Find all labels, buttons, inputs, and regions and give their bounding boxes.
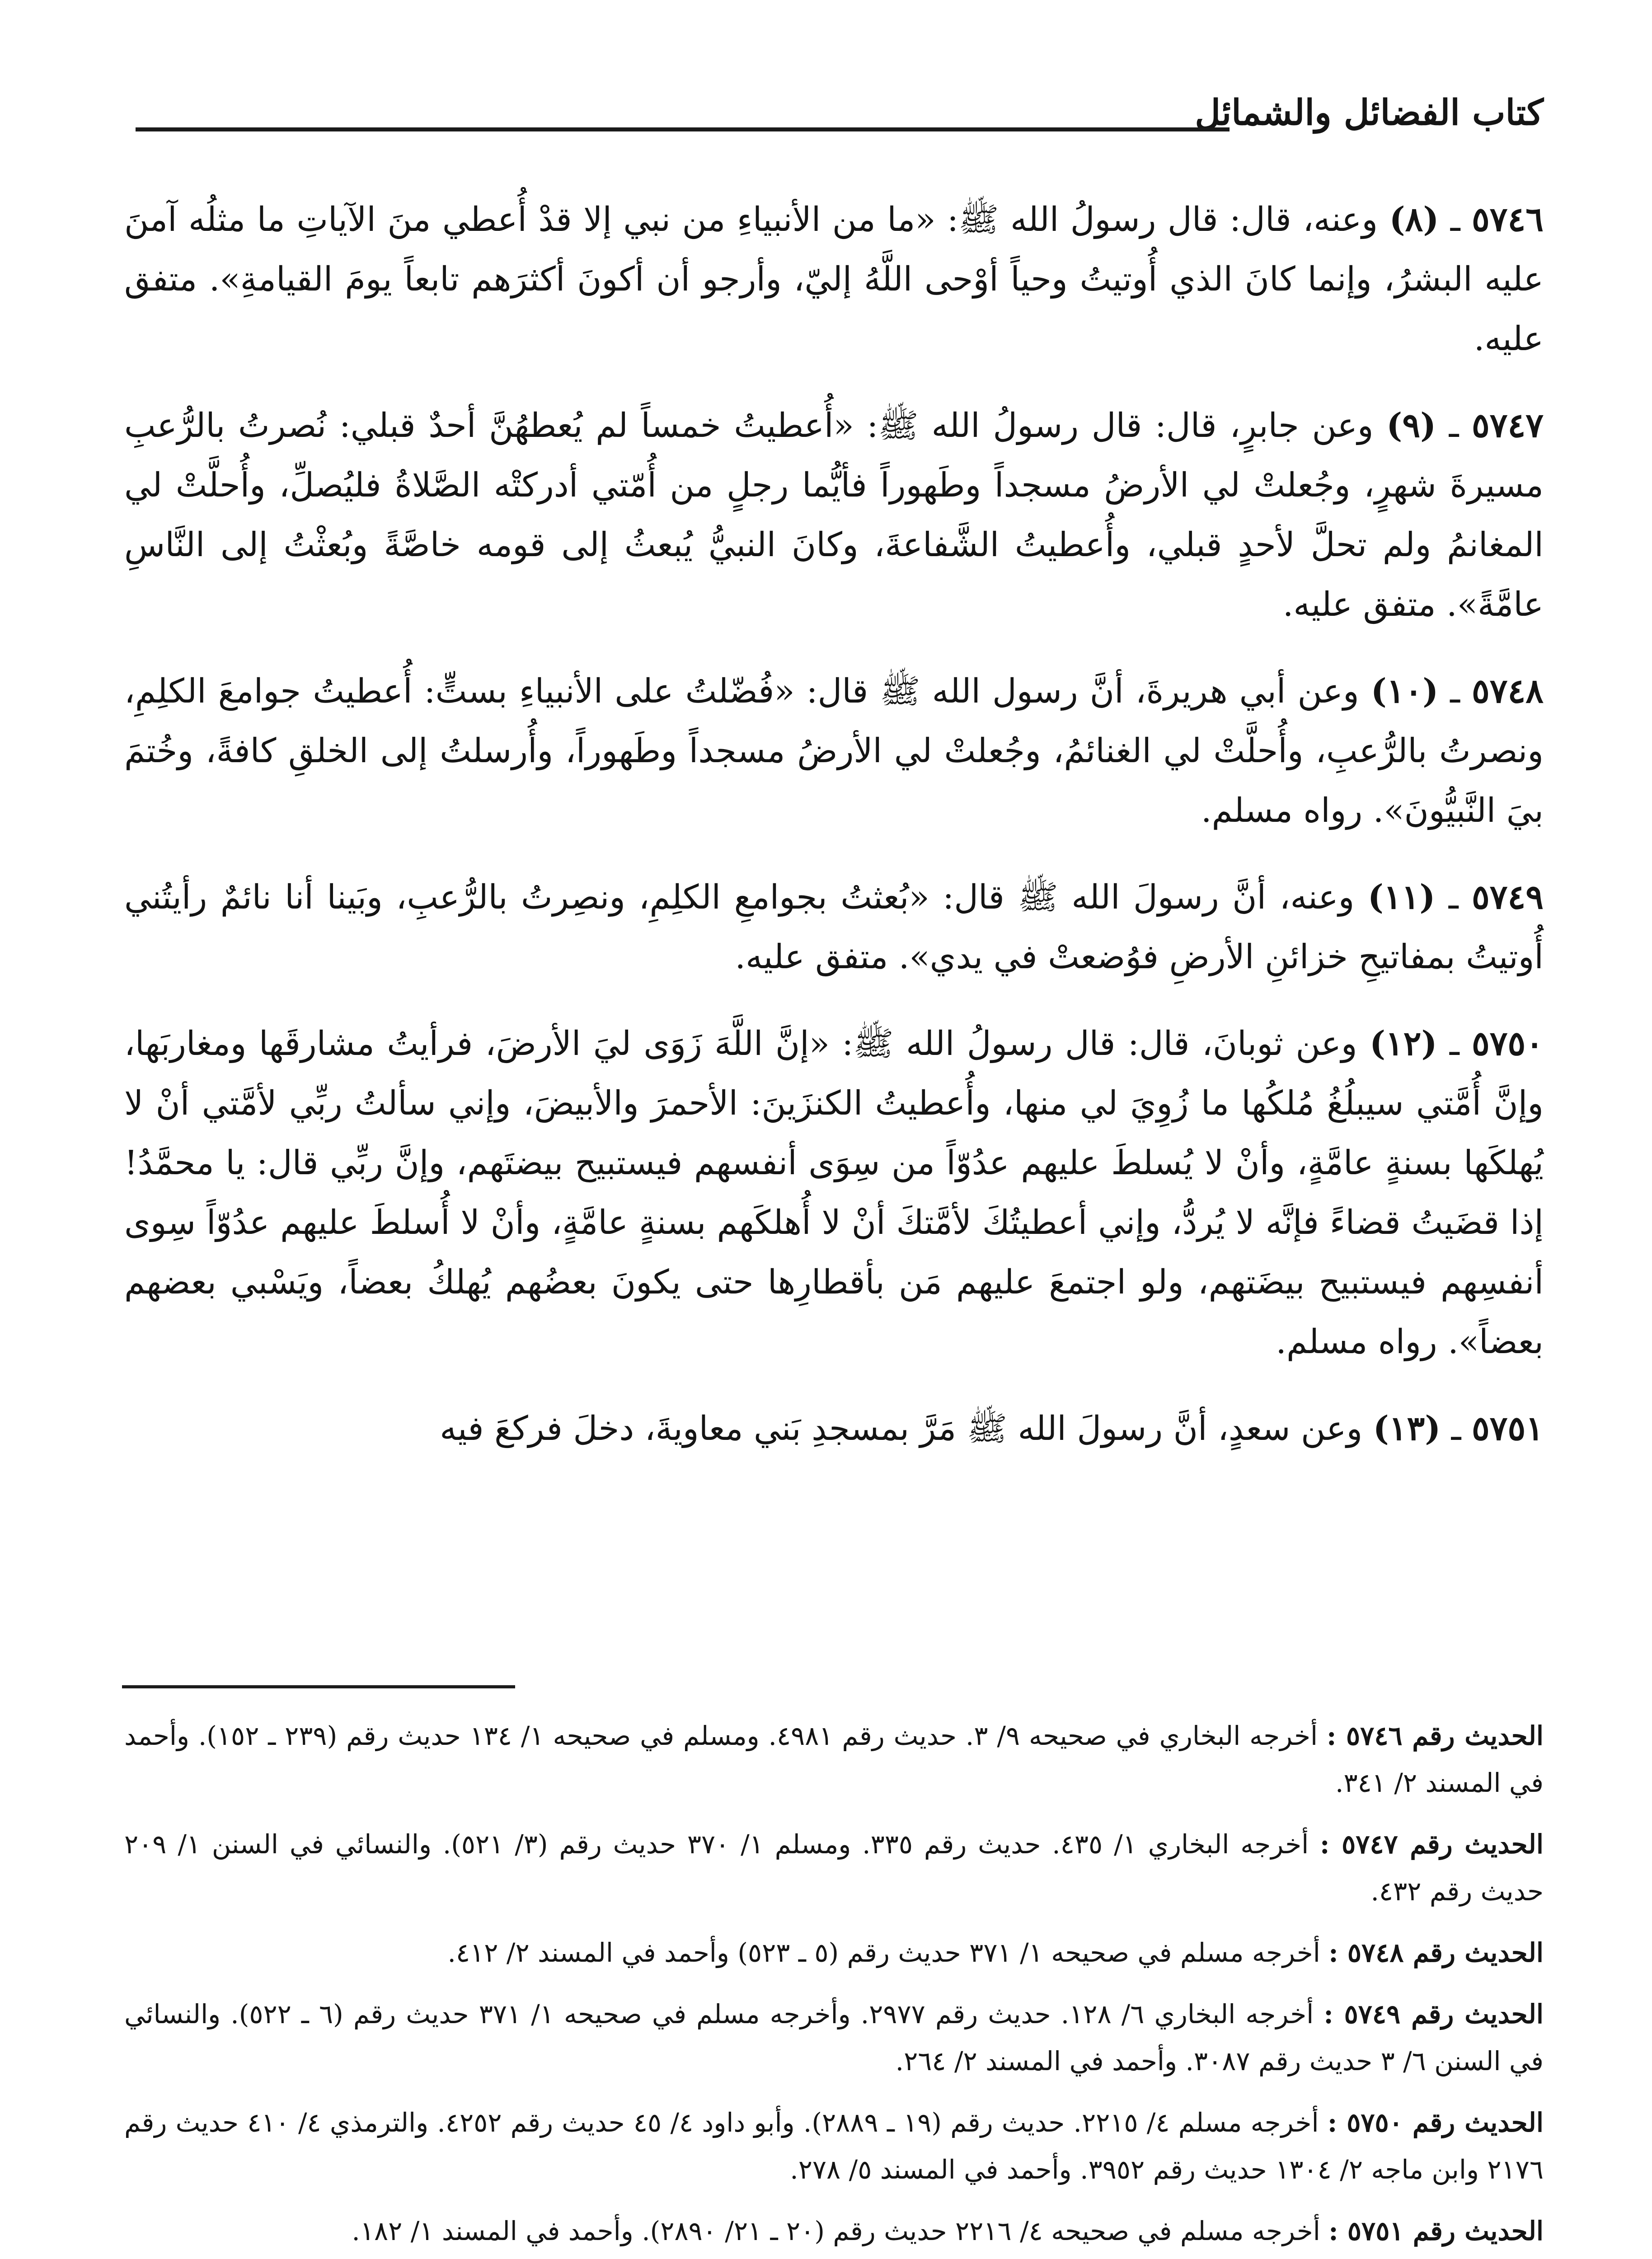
hadith-number: ٥٧٤٦ [1472,200,1544,239]
hadith-list [124,190,1544,1486]
footnote [124,2099,1544,2193]
hadith-number: ٥٧٤٧ [1472,406,1544,445]
hadith-text: وعن أبي هريرةَ، أنَّ رسول الله ﷺ قال: «فُضّلتُ على الأنبياءِ بستٍّ: أُعطيتُ جوامعَ الكلِمِ، ونصرتُ بالرُّعبِ، وأُحلَّتْ لي الغنائمُ، وجُعلتْ لي الأرضُ مسجداً وطَهوراً، وأُرسلتُ إلى الخلقِ كافةً، وخُتمَ بيَ النَّبيُّونَ». رواه مسلم. [124,672,1544,830]
hadith-sequence: (١١) [1367,878,1436,917]
footnote-text: أخرجه مسلم في صحيحه ١/ ٣٧١ حديث رقم (٥ ـ ٥٢٣) وأحمد في المسند ٢/ ٤١٢. [447,1937,1320,1968]
hadith-text: وعنه، أنَّ رسولَ الله ﷺ قال: «بُعثتُ بجوامعِ الكلِمِ، ونصِرتُ بالرُّعبِ، وبَينا أنا نائمٌ رأيتُني أُوتيتُ بمفاتيحِ خزائنِ الأرضِ فوُضعتْ في يدي». متفق عليه. [124,878,1544,976]
header-rule [136,127,1230,131]
footnote-text: أخرجه مسلم ٤/ ٢٢١٥. حديث رقم (١٩ ـ ٢٨٨٩). وأبو داود ٤/ ٤٥ حديث رقم ٤٢٥٢. والترمذي ٤/ ٤١٠ حديث رقم ٢١٧٦ وابن ماجه ٢/ ١٣٠٤ حديث رقم ٣٩٥٢. وأحمد في المسند ٥/ ٢٧٨. [124,2107,1544,2185]
footnote-text: أخرجه مسلم في صحيحه ٤/ ٢٢١٦ حديث رقم (٢٠ ـ ٢١/ ٢٨٩٠). وأحمد في المسند ١/ ١٨٢. [352,2216,1320,2246]
footnote [124,1821,1544,1915]
hadith-text: وعن ثوبانَ، قال: قال رسولُ الله ﷺ: «إنَّ اللَّهَ زَوَى ليَ الأرضَ، فرأيتُ مشارقَها ومغاربَها، وإنَّ أُمَّتي سيبلُغُ مُلكُها ما زُوِيَ لي منها، وأُعطيتُ الكنزَينَ: الأحمرَ والأبيضَ، وإني سألتُ ربِّي لأمَّتي أنْ لا يُهلكَها بسنةٍ عامَّةٍ، وأنْ لا يُسلطَ عليهم عدُوّاً من سِوَى أنفسهم فيستبيح بيضتَهم، وإنَّ ربِّي قال: يا محمَّدُ! إذا قضَيتُ قضاءً فإنَّه لا يُردُّ، وإني أعطيتُكَ لأمَّتكَ أنْ لا أُهلكَهم بسنةٍ عامَّةٍ، وأنْ لا أُسلطَ عليهم عدُوّاً سِوى أنفسِهم فيستبيح بيضَتهم، ولو اجتمعَ عليهم مَن بأقطارِها حتى يكونَ بعضُهم يُهلكُ بعضاً، ويَسْبي بعضهم بعضاً». رواه مسلم. [124,1024,1544,1361]
footnote-text: أخرجه البخاري ٦/ ١٢٨. حديث رقم ٢٩٧٧. وأخرجه مسلم في صحيحه ١/ ٣٧١ حديث رقم (٦ ـ ٥٢٢). والنسائي في السنن ٦/ ٣ حديث رقم ٣٠٨٧. وأحمد في المسند ٢/ ٢٦٤. [124,1999,1544,2076]
hadith-5749 [124,867,1544,987]
hadith-sequence: (١٠) [1370,672,1439,711]
hadith-text: وعنه، قال: قال رسولُ الله ﷺ: «ما من الأنبياءِ من نبي إلا قدْ أُعطي منَ الآياتِ ما مثلُه آمنَ عليه البشرُ، وإنما كانَ الذي أُوتيتُ وحياً أوْحى اللَّهُ إليّ، وأرجو أن أكونَ أكثرَهم تابعاً يومَ القيامةِ». متفق عليه. [124,200,1544,358]
footnotes [124,1712,1544,2259]
hadith-sequence: (١٢) [1370,1024,1437,1063]
footnote-label: الحديث رقم ٥٧٤٦ : [1326,1720,1544,1751]
hadith-sequence: (٩) [1386,406,1436,445]
number-dash: ـ [1449,1024,1460,1063]
hadith-sequence: (٨) [1389,200,1439,239]
footnote-label: الحديث رقم ٥٧٤٧ : [1320,1829,1544,1860]
running-head-book-title: كتاب الفضائل والشمائل [1195,92,1544,133]
footnote-text: أخرجه البخاري ١/ ٤٣٥. حديث رقم ٣٣٥. ومسلم ١/ ٣٧٠ حديث رقم (٣/ ٥٢١). والنسائي في السنن ١/ ٢٠٩ حديث رقم ٤٣٢. [124,1829,1544,1907]
number-dash: ـ [1449,406,1459,445]
hadith-text: وعن جابرٍ، قال: قال رسولُ الله ﷺ: «أُعطيتُ خمساً لم يُعطهُنَّ أحدٌ قبلي: نُصرتُ بالرُّعبِ مسيرةَ شهرٍ، وجُعلتْ لي الأرضُ مسجداً وطَهوراً فأيُّما رجلٍ من أُمّتي أدركتْه الصَّلاةُ فليُصلِّ، وأُحلَّتْ لي المغانمُ ولم تحلَّ لأحدٍ قبلي، وأُعطيتُ الشَّفاعةَ، وكانَ النبيُّ يُبعثُ إلى قومه خاصَّةً وبُعثْتُ إلى النَّاسِ عامَّةً». متفق عليه. [124,406,1544,624]
hadith-sequence: (١٣) [1373,1409,1441,1448]
hadith-number: ٥٧٥١ [1472,1409,1544,1448]
hadith-5746 [124,190,1544,369]
number-dash: ـ [1450,200,1460,239]
footnotes-rule [122,1685,515,1688]
footnote-label: الحديث رقم ٥٧٤٨ : [1328,1937,1544,1968]
number-dash: ـ [1450,672,1460,711]
footnote-label: الحديث رقم ٥٧٥٠ : [1327,2107,1544,2138]
footnote [124,2207,1544,2254]
footnote [124,1929,1544,1976]
hadith-5747 [124,396,1544,634]
footnote-label: الحديث رقم ٥٧٤٩ : [1323,1999,1544,2029]
hadith-number: ٥٧٤٩ [1472,878,1544,917]
footnote [124,1712,1544,1806]
footnote-label: الحديث رقم ٥٧٥١ : [1328,2216,1544,2246]
footnote [124,1991,1544,2085]
number-dash: ـ [1451,1409,1461,1448]
hadith-5750 [124,1014,1544,1372]
hadith-5748 [124,661,1544,840]
hadith-number: ٥٧٤٨ [1472,672,1544,711]
hadith-5751 [124,1399,1544,1458]
footnote-text: أخرجه البخاري في صحيحه ٩/ ٣. حديث رقم ٤٩٨١. ومسلم في صحيحه ١/ ١٣٤ حديث رقم (٢٣٩ ـ ١٥٢). وأحمد في المسند ٢/ ٣٤١. [124,1720,1544,1798]
hadith-number: ٥٧٥٠ [1472,1024,1544,1063]
hadith-text: وعن سعدٍ، أنَّ رسولَ الله ﷺ مَرَّ بمسجدِ بَني معاويةَ، دخلَ فركعَ فيه [440,1409,1363,1448]
number-dash: ـ [1448,878,1459,917]
